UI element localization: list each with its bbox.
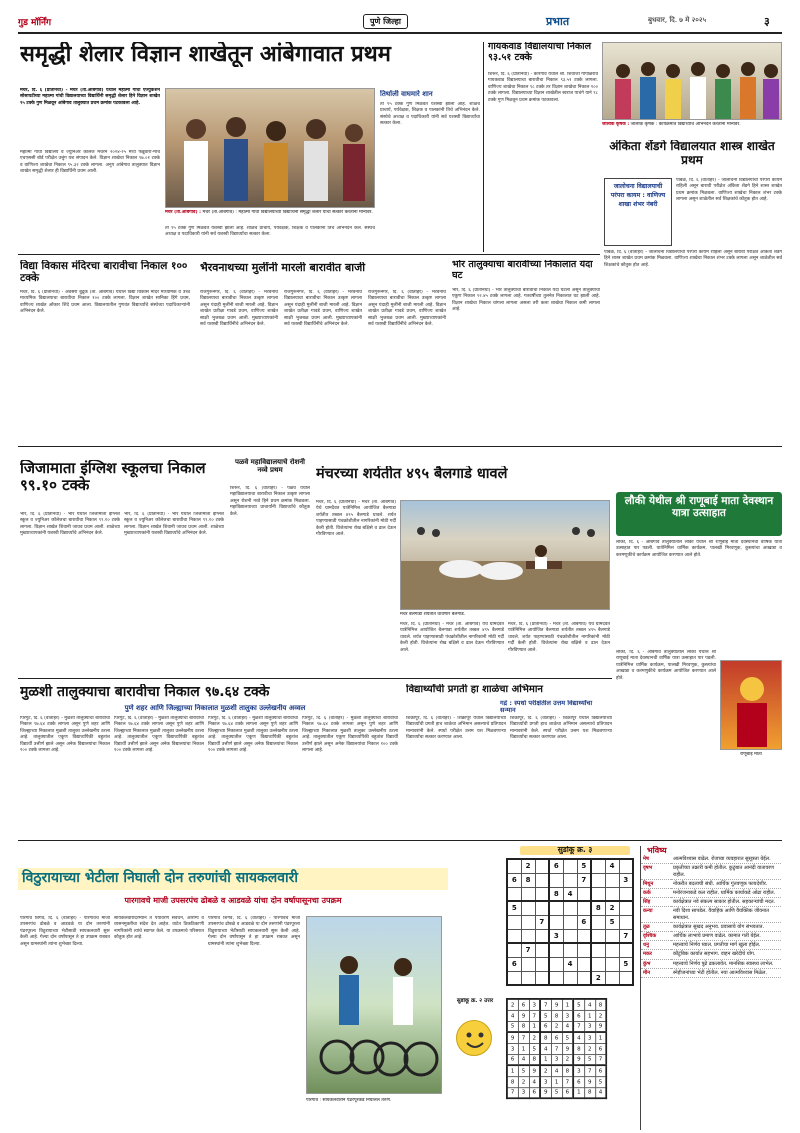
section-label: पुणे जिल्हा xyxy=(363,14,408,29)
sudoku-answer-cell: 1 xyxy=(551,1076,562,1087)
divider-h2 xyxy=(18,446,782,447)
sudoku-cell: 5 xyxy=(605,915,619,929)
sudoku-cell xyxy=(577,943,591,957)
sudoku-answer-cell: 5 xyxy=(507,1021,518,1032)
body-s1: महात्मा गांधी विद्यालय व ज्युनिअर कॉलेज मंचरने २०२४-२५ मध्ये फेब्रुवारी-मार्च एचएससी बोर्ड परीक्षेत उत्तुंग यश संपादन केले. विज्ञान शाखेचा निकाल ९७.०१ टक्के व वाणिज्य शाखेचा निकाल ९५.३२ टक्के लागला. अनुप आंबेगाव तालुक्यात विज्ञान शाखेत समृद्धी शेलार ही विद्यार्थिनी प्रथम आली. xyxy=(20,150,160,175)
sudoku-cell xyxy=(591,957,605,971)
body-s12: पारगाव शिंगवे, दि. ६ (वार्ताहर) - पारगावचे माजी उपसरपंच ढोबळे व आडवळे या दोन तरुणांनी पंढरपूरला विठुरायाच्या भेटीसाठी सायकलवारी सुरू केली आहे. गेल्या दोन वर्षांपासून ते हा उपक्रम राबवत असून ग्रामस्थांनी त्यांना शुभेच्छा दिल्या. xyxy=(20,916,110,947)
horoscope-sign: मिथुन xyxy=(641,879,671,888)
sudoku-cell: 6 xyxy=(549,859,563,873)
horoscope-table xyxy=(641,855,781,978)
sudoku-cell xyxy=(605,971,619,985)
body-s7b: भोर, दि. ६ (प्रतिनिधी) - भोर येथील जिजामाता इंग्लिश स्कूल व ज्युनिअर कॉलेजचा बारावीचा निकाल ९९.१० टक्के लागला. विज्ञान शाखेत शिवानी जाधव प्रथम आली. शाळेच्या मुख्याध्यापकांनी यशस्वी विद्यार्थ्यांचे अभिनंदन केले. xyxy=(124,512,224,537)
sudoku-cell xyxy=(619,971,633,985)
sudoku-answer-cell: 9 xyxy=(573,1054,584,1065)
sudoku-answer-label: सुडोकू क्र. २ उत्तर xyxy=(456,998,494,1004)
sudoku-cell xyxy=(563,929,577,943)
horoscope-sign: तूळ xyxy=(641,922,671,931)
sudoku-answer-cell: 3 xyxy=(551,1054,562,1065)
sudoku-cell xyxy=(535,957,549,971)
sudoku-cell xyxy=(619,859,633,873)
subhead-s11: गद्रे : स्पर्धा परीक्षेतील उत्तम विद्यार्थ्यांचा सन्मान xyxy=(500,700,593,715)
sudoku-answer-cell: 2 xyxy=(507,999,518,1010)
sudoku-answer-cell: 7 xyxy=(584,1065,595,1076)
sudoku-answer-cell: 1 xyxy=(518,1043,529,1054)
horoscope-row xyxy=(641,889,781,898)
horoscope-sign: कन्या xyxy=(641,907,671,922)
sudoku-cell xyxy=(549,873,563,887)
sudoku-answer-cell: 4 xyxy=(584,999,595,1010)
sudoku-cell: 2 xyxy=(591,971,605,985)
sudoku-cell xyxy=(563,901,577,915)
sudoku-answer-cell: 5 xyxy=(518,1065,529,1076)
sudoku-cell xyxy=(535,859,549,873)
divider-h3 xyxy=(18,678,612,679)
sudoku-answer-cell: 5 xyxy=(584,1054,595,1065)
sudoku-answer-cell: 9 xyxy=(529,1065,540,1076)
masthead-rule xyxy=(18,32,782,34)
sudoku-cell: 3 xyxy=(619,873,633,887)
sudoku-answer-cell: 8 xyxy=(573,1043,584,1054)
sudoku-answer-cell: 8 xyxy=(562,1065,573,1076)
body-s11: शिक्रापूर, दि. ६ (वार्ताहर) - शिक्रापूर येथील विद्यालयाच्या विद्यार्थ्यांची प्रगती हाच शाळेचा अभिमान असल्याचे प्रतिपादन मान्यवरांनी केले. स्पर्धा परीक्षेत उत्तम यश मिळवणाऱ्या विद्यार्थ्यांचा सत्कार करण्यात आला. xyxy=(406,716,506,741)
sudoku-answer-cell: 4 xyxy=(595,1087,606,1098)
sudoku-answer-cell: 4 xyxy=(573,1032,584,1043)
page-number: ३ xyxy=(764,15,770,28)
sudoku-answer-cell: 6 xyxy=(562,1087,573,1098)
sudoku-cell xyxy=(591,929,605,943)
body-s8: मंचर, दि. ६ (प्रतिनिधी) - मंचर (ता. आंबेगाव) येथे ग्रामदैवत यात्रेनिमित्त आयोजित बैलगाडा शर्यतीत तब्बल ४९५ बैलगाडे धावले. शर्यत पाहण्यासाठी पंचक्रोशीतील नागरिकांनी मोठी गर्दी केली होती. विजेत्यांना रोख बक्षिसे व ढाल देऊन गौरविण्यात आले. xyxy=(316,500,396,538)
sudoku-cell xyxy=(521,929,535,943)
sudoku-answer-grid xyxy=(506,998,607,1099)
horoscope-text: आत्मविश्वास वाढेल. रोजच्या व्यवहारात सुसूत्रता येईल. xyxy=(671,855,781,864)
sudoku-answer-cell: 9 xyxy=(562,1043,573,1054)
sudoku-answer-cell: 3 xyxy=(518,1087,529,1098)
horoscope-text: नोकरीत बदलाची संधी. आर्थिक गुंतवणूक फायदेशीर. xyxy=(671,879,781,888)
sudoku-answer-cell: 7 xyxy=(507,1087,518,1098)
horoscope-sign: सिंह xyxy=(641,898,671,907)
photo-s2 xyxy=(602,42,782,120)
sudoku-cell xyxy=(563,915,577,929)
horoscope-text: आर्थिक लाभाचे प्रमाण वाढेल. कामात गती येईल. xyxy=(671,932,781,941)
sudoku-cell xyxy=(563,859,577,873)
sudoku-cell xyxy=(535,873,549,887)
sudoku-answer-cell: 2 xyxy=(595,1010,606,1021)
sudoku-answer-cell: 4 xyxy=(540,1043,551,1054)
sudoku-cell xyxy=(619,943,633,957)
photo-s8 xyxy=(400,500,610,610)
body-s12b: सायकलवारीदरम्यान ते पर्यावरण संवर्धन, आरोग्य व व्यसनमुक्तीचा संदेश देत आहेत. वाटेत ठिकठिकाणी नागरिकांनी त्यांचे स्वागत केले. या उपक्रमाचे परिसरात कौतुक होत आहे. xyxy=(114,916,204,941)
people-group-icon xyxy=(166,89,375,208)
horoscope-text: मनोरंजनाकडे कल राहील. धार्मिक कार्याकडे ओढा राहील. xyxy=(671,889,781,898)
bullock-cart-race-icon xyxy=(401,501,610,610)
sudoku-answer-cell: 7 xyxy=(540,999,551,1010)
sudoku-cell xyxy=(563,873,577,887)
sudoku-answer-cell: 8 xyxy=(551,1010,562,1021)
horoscope-text: प्रकृतीच्या तक्रारी कमी होतील. कुटुंबात आनंदी वातावरण राहील. xyxy=(671,864,781,879)
horoscope-row xyxy=(641,932,781,941)
sudoku-answer-cell: 5 xyxy=(595,1076,606,1087)
sudoku-answer-cell: 7 xyxy=(551,1043,562,1054)
sudoku-cell: 7 xyxy=(619,929,633,943)
body-s10b: पिरंगुट, दि. ६ (वार्ताहर) - मुळशी तालुक्याचा बारावीचा निकाल ९७.६४ टक्के लागला असून पुणे शहर आणि जिल्ह्याच्या निकालात मुळशी तालुका उल्लेखनीय ठरला आहे. तालुक्यातील एकूण विद्यार्थ्यांपैकी बहुतांश विद्यार्थी उत्तीर्ण झाले असून अनेक विद्यालयांचा निकाल १०० टक्के लागला आहे. xyxy=(114,716,204,754)
sudoku-answer-cell: 2 xyxy=(562,1054,573,1065)
sudoku-answer-cell: 7 xyxy=(595,1054,606,1065)
body-s7c: शिरूर, दि. ६ (वार्ताहर) - पळवे येथील महाविद्यालयाचा बारावीचा निकाल उत्कृष्ट लागला असून रोशनी नव्वे हिने प्रथम क्रमांक मिळवला. महाविद्यालयाच्या प्राचार्यांनी विद्यार्थ्यांचे कौतुक केले. xyxy=(230,486,310,517)
body-s5c: राजगुरूनगर, दि. ६ (वार्ताहर) - भैरवनाथ विद्यालयाचा बारावीचा निकाल उत्कृष्ट लागला असून यंदाही मुलींनी बाजी मारली आहे. विज्ञान शाखेत प्रतीक्षा गावडे प्रथम, वाणिज्य शाखेत साक्षी भुजबळ प्रथम आली. मुख्याध्यापकांनी सर्व यशस्वी विद्यार्थिनींचे अभिनंदन केले. xyxy=(368,290,446,328)
horoscope-text: कौटुंबिक कार्यात सहभाग. वाहन खरेदीचे योग. xyxy=(671,950,781,959)
horoscope-text: नवी दिशा सापडेल. वैवाहिक आणि वैयक्तिक जीवनात समाधान. xyxy=(671,907,781,922)
sudoku-answer-cell: 6 xyxy=(529,1087,540,1098)
sudoku-cell: 4 xyxy=(605,859,619,873)
horoscope-row xyxy=(641,968,781,977)
horoscope-panel xyxy=(640,846,782,1130)
subhead-s1: तिर्थाली वाघमारे शान xyxy=(380,90,433,98)
sudoku-answer-cell: 3 xyxy=(529,999,540,1010)
caption-s2: जालोक कृषक : जालोक कृषक : कार्यक्रमात विद्यार्थ्यांचे अभिनंदन करताना मान्यवर. xyxy=(602,122,741,127)
headline-s1: समृद्धी शेलार विज्ञान शाखेतून आंबेगावात प्रथम xyxy=(20,42,391,67)
horoscope-row xyxy=(641,907,781,922)
deity-icon xyxy=(721,661,782,750)
body-s10: पिरंगुट, दि. ६ (वार्ताहर) - मुळशी तालुक्याचा बारावीचा निकाल ९७.६४ टक्के लागला असून पुणे शहर आणि जिल्ह्याच्या निकालात मुळशी तालुका उल्लेखनीय ठरला आहे. तालुक्यातील एकूण विद्यार्थ्यांपैकी बहुतांश विद्यार्थी उत्तीर्ण झाले असून अनेक विद्यालयांचा निकाल १०० टक्के लागला आहे. xyxy=(20,716,110,754)
sudoku-answer-cell: 3 xyxy=(584,1021,595,1032)
sudoku-answer-cell: 1 xyxy=(507,1065,518,1076)
headline-s8: मंचरच्या शर्यतीत ४९५ बैलगाडे धावले xyxy=(316,466,508,482)
masthead-left: गुड मॉर्निंग xyxy=(18,18,52,28)
sudoku-answer-cell: 6 xyxy=(573,1076,584,1087)
sudoku-cell xyxy=(577,929,591,943)
body-s1c: ती ९५ टक्के गुण मिळवत यशस्वी झाली आहे. शाळेचे प्राचार्य, पर्यवेक्षक, शिक्षक व पालकांनी तिचे अभिनंदन केले. संस्थेचे अध्यक्ष व पदाधिकारी यांनी सर्व यशस्वी विद्यार्थ्यांचा सत्कार केला. xyxy=(165,226,375,238)
sudoku-cell xyxy=(619,915,633,929)
horoscope-row xyxy=(641,879,781,888)
body-s12c: पारगाव शिंगवे, दि. ६ (वार्ताहर) - पारगावचे माजी उपसरपंच ढोबळे व आडवळे या दोन तरुणांनी पंढरपूरला विठुरायाच्या भेटीसाठी सायकलवारी सुरू केली आहे. गेल्या दोन वर्षांपासून ते हा उपक्रम राबवत असून ग्रामस्थांनी त्यांना शुभेच्छा दिल्या. xyxy=(208,916,300,947)
body-s10c: पिरंगुट, दि. ६ (वार्ताहर) - मुळशी तालुक्याचा बारावीचा निकाल ९७.६४ टक्के लागला असून पुणे शहर आणि जिल्ह्याच्या निकालात मुळशी तालुका उल्लेखनीय ठरला आहे. तालुक्यातील एकूण विद्यार्थ्यांपैकी बहुतांश विद्यार्थी उत्तीर्ण झाले असून अनेक विद्यालयांचा निकाल १०० टक्के लागला आहे. xyxy=(208,716,298,754)
horoscope-row xyxy=(641,922,781,931)
sudoku-answer-cell: 8 xyxy=(507,1076,518,1087)
sudoku-answer-cell: 8 xyxy=(518,1021,529,1032)
caption-s12: पारगाव : सायकलवारीने पंढरपूरकडे निघालेले तरुण. xyxy=(306,1098,392,1103)
sudoku-answer-cell: 8 xyxy=(529,1054,540,1065)
body-s8b: मंचर, दि. ६ (प्रतिनिधी) - मंचर (ता. आंबेगाव) येथे ग्रामदैवत यात्रेनिमित्त आयोजित बैलगाडा शर्यतीत तब्बल ४९५ बैलगाडे धावले. शर्यत पाहण्यासाठी पंचक्रोशीतील नागरिकांनी मोठी गर्दी केली होती. विजेत्यांना रोख बक्षिसे व ढाल देऊन गौरविण्यात आले. xyxy=(400,622,504,653)
body-s3b: पाबळ, दि. ६ (वार्ताहर) - जालोचना विद्यालयाची परंपरा कायम राहिली असून बारावी परीक्षेत अंकिता शेंडगे हिने शास्त्र शाखेत प्रथम क्रमांक मिळवला. वाणिज्य शाखेचा निकाल शंभर टक्के लागला असून शाळेतील सर्व शिक्षकांचे कौतुक होत आहे. xyxy=(604,250,782,268)
headline-s4: विद्या विकास मंदिरचा बारावीचा निकाल १०० टक्के xyxy=(20,260,188,285)
sudoku-answer-cell: 1 xyxy=(540,1054,551,1065)
caption-s1: मंचर (ता.आंबेगाव) : मंचर (ता.आंबेगाव) : महात्मा गांधी विद्यालयाच्या विद्यार्थिनी समृद्धी शेलार यांचा सत्कार करताना मान्यवर. xyxy=(165,210,373,215)
sudoku-answer-cell: 2 xyxy=(540,1065,551,1076)
subhead-s7: पळवे महाविद्यालयाचे रोशनी नव्वे प्रथम xyxy=(235,458,305,475)
headline-s7: जिजामाता इंग्लिश स्कूलचा निकाल ९९.१० टक्के xyxy=(20,460,206,495)
sudoku-answer-cell: 4 xyxy=(562,1021,573,1032)
body-s7: भोर, दि. ६ (प्रतिनिधी) - भोर येथील जिजामाता इंग्लिश स्कूल व ज्युनिअर कॉलेजचा बारावीचा निकाल ९९.१० टक्के लागला. विज्ञान शाखेत शिवानी जाधव प्रथम आली. शाळेच्या मुख्याध्यापकांनी यशस्वी विद्यार्थ्यांचे अभिनंदन केले. xyxy=(20,512,120,537)
sudoku-cell xyxy=(577,957,591,971)
divider-h4 xyxy=(18,840,782,841)
divider-h1 xyxy=(18,254,600,255)
sudoku-cell xyxy=(605,887,619,901)
paper-name: प्रभात xyxy=(546,15,570,28)
masthead xyxy=(18,14,782,30)
sudoku-cell xyxy=(535,887,549,901)
sudoku-cell xyxy=(563,943,577,957)
sudoku-answer-cell: 5 xyxy=(529,1043,540,1054)
sudoku-answer-cell: 5 xyxy=(562,1032,573,1043)
body-s5b: राजगुरूनगर, दि. ६ (वार्ताहर) - भैरवनाथ विद्यालयाचा बारावीचा निकाल उत्कृष्ट लागला असून यंदाही मुलींनी बाजी मारली आहे. विज्ञान शाखेत प्रतीक्षा गावडे प्रथम, वाणिज्य शाखेत साक्षी भुजबळ प्रथम आली. मुख्याध्यापकांनी सर्व यशस्वी विद्यार्थिनींचे अभिनंदन केले. xyxy=(284,290,362,328)
sudoku-answer-cell: 6 xyxy=(540,1021,551,1032)
headline-s3: अंकिता शेंडगे विद्यालयात शास्त्र शाखेत प्रथम xyxy=(609,140,775,167)
sudoku-cell xyxy=(605,957,619,971)
sudoku-answer-cell: 3 xyxy=(584,1032,595,1043)
sudoku-cell xyxy=(619,887,633,901)
sudoku-answer-cell: 3 xyxy=(540,1076,551,1087)
sudoku-cell: 5 xyxy=(507,901,521,915)
sudoku-cell xyxy=(577,901,591,915)
sudoku-answer-cell: 6 xyxy=(518,999,529,1010)
sudoku-cell xyxy=(521,957,535,971)
sudoku-cell xyxy=(507,915,521,929)
sudoku-cell: 4 xyxy=(563,957,577,971)
sudoku-answer-cell: 6 xyxy=(551,1032,562,1043)
horoscope-sign: वृश्चिक xyxy=(641,932,671,941)
sudoku-answer-cell: 6 xyxy=(595,1065,606,1076)
lead-s1: मंचर, दि. ६ (प्रतिनिधी) - मंचर (ता.आंबेगाव) येथील महात्मा गांधी एज्युकेशन सोसायटीच्या महात्मा गांधी विद्यालयाच्या विद्यार्थिनी समृद्धी शेलार हिने विज्ञान शाखेत ९५ टक्के गुण मिळवून आंबेगाव तालुक्यात प्रथम क्रमांक पटकावला आहे. xyxy=(20,88,160,106)
body-s5: राजगुरूनगर, दि. ६ (वार्ताहर) - भैरवनाथ विद्यालयाचा बारावीचा निकाल उत्कृष्ट लागला असून यंदाही मुलींनी बाजी मारली आहे. विज्ञान शाखेत प्रतीक्षा गावडे प्रथम, वाणिज्य शाखेत साक्षी भुजबळ प्रथम आली. मुख्याध्यापकांनी सर्व यशस्वी विद्यार्थिनींचे अभिनंदन केले. xyxy=(200,290,278,328)
sudoku-answer-cell: 4 xyxy=(551,1065,562,1076)
sudoku-answer-cell: 2 xyxy=(518,1076,529,1087)
sudoku-answer-cell: 7 xyxy=(573,1021,584,1032)
sudoku-cell xyxy=(605,873,619,887)
sudoku-answer-cell: 1 xyxy=(595,1032,606,1043)
horoscope-sign: वृषभ xyxy=(641,864,671,879)
horoscope-text: कार्यक्षेत्रात सुखद अनुभव. प्रवासाचे योग संभवतात. xyxy=(671,922,781,931)
horoscope-sign: मेष xyxy=(641,855,671,864)
sudoku-cell xyxy=(521,887,535,901)
sudoku-cell xyxy=(619,901,633,915)
sudoku-cell: 7 xyxy=(521,943,535,957)
sudoku-cell xyxy=(521,971,535,985)
sudoku-cell: 8 xyxy=(549,887,563,901)
headline-s5: भैरवनाथच्या मुलींनी मारली बारावीत बाजी xyxy=(200,262,366,274)
sudoku-answer-cell: 1 xyxy=(562,999,573,1010)
sudoku-cell: 2 xyxy=(521,859,535,873)
sudoku-answer-cell: 9 xyxy=(540,1087,551,1098)
body-s11b: शिक्रापूर, दि. ६ (वार्ताहर) - शिक्रापूर येथील विद्यालयाच्या विद्यार्थ्यांची प्रगती हाच शाळेचा अभिमान असल्याचे प्रतिपादन मान्यवरांनी केले. स्पर्धा परीक्षेत उत्तम यश मिळवणाऱ्या विद्यार्थ्यांचा सत्कार करण्यात आला. xyxy=(510,716,612,741)
sudoku-cell: 8 xyxy=(591,901,605,915)
sudoku-answer-cell: 3 xyxy=(573,1065,584,1076)
sudoku-cell: 7 xyxy=(577,873,591,887)
body-s9: लौकी, दि. ६ - आंबेगाव तालुक्यातील लौकी येथील श्री राणूबाई माता देवस्थानची वार्षिक यात्रा उत्साहात पार पडली. यात्रेनिमित्त धार्मिक कार्यक्रम, पालखी मिरवणूक, कुस्त्यांचा आखाडा व करमणुकीचे कार्यक्रम आयोजित करण्यात आले होते. xyxy=(616,540,782,558)
divider-v1 xyxy=(483,42,484,252)
sudoku-cell xyxy=(563,971,577,985)
horoscope-text: महत्त्वाचे निर्णय घ्याल. प्रगतीचा मार्ग खुला होईल. xyxy=(671,941,781,950)
sudoku-cell xyxy=(507,887,521,901)
body-s1b: ती ९५ टक्के गुण मिळवत यशस्वी झाली आहे. शाळेचे प्राचार्य, पर्यवेक्षक, शिक्षक व पालकांनी तिचे अभिनंदन केले. संस्थेचे अध्यक्ष व पदाधिकारी यांनी सर्व यशस्वी विद्यार्थ्यांचा सत्कार केला. xyxy=(380,102,480,127)
sudoku-answer-cell: 5 xyxy=(551,1087,562,1098)
sudoku-cell xyxy=(535,901,549,915)
horoscope-sign: कर्क xyxy=(641,889,671,898)
sudoku-cell xyxy=(591,887,605,901)
sudoku-cell xyxy=(591,859,605,873)
sudoku-answer-cell: 3 xyxy=(562,1010,573,1021)
sudoku-answer-cell: 1 xyxy=(573,1087,584,1098)
sudoku-answer-cell: 9 xyxy=(595,1021,606,1032)
sudoku-cell: 6 xyxy=(507,873,521,887)
body-s8c: मंचर, दि. ६ (प्रतिनिधी) - मंचर (ता. आंबेगाव) येथे ग्रामदैवत यात्रेनिमित्त आयोजित बैलगाडा शर्यतीत तब्बल ४९५ बैलगाडे धावले. शर्यत पाहण्यासाठी पंचक्रोशीतील नागरिकांनी मोठी गर्दी केली होती. विजेत्यांना रोख बक्षिसे व ढाल देऊन गौरविण्यात आले. xyxy=(508,622,610,653)
sudoku-cell xyxy=(577,887,591,901)
sudoku-cell xyxy=(535,943,549,957)
sudoku-answer-cell: 8 xyxy=(595,999,606,1010)
sudoku-cell xyxy=(549,943,563,957)
body-s3: पाबळ, दि. ६ (वार्ताहर) - जालोचना विद्यालयाची परंपरा कायम राहिली असून बारावी परीक्षेत अंकिता शेंडगे हिने शास्त्र शाखेत प्रथम क्रमांक मिळवला. वाणिज्य शाखेचा निकाल शंभर टक्के लागला असून शाळेतील सर्व शिक्षकांचे कौतुक होत आहे. xyxy=(676,178,782,203)
sudoku-grid xyxy=(506,858,634,986)
sudoku-answer-cell: 8 xyxy=(584,1087,595,1098)
issue-date: बुधवार, दि. ७ मे २०२५ xyxy=(648,16,707,24)
sudoku-cell: 7 xyxy=(535,915,549,929)
sudoku-cell xyxy=(549,957,563,971)
headline-s11: विद्यार्थ्यांची प्रगती हा शाळेचा अभिमान xyxy=(406,684,543,695)
horoscope-text: कार्यक्षेत्रात नवे संकल्प साकार होतील. सहकाऱ्यांची मदत. xyxy=(671,898,781,907)
sudoku-cell xyxy=(549,971,563,985)
sudoku-cell xyxy=(507,971,521,985)
sudoku-cell xyxy=(577,971,591,985)
sudoku-cell: 8 xyxy=(521,873,535,887)
photo-s12 xyxy=(306,916,442,1094)
horoscope-row xyxy=(641,959,781,968)
sudoku-cell xyxy=(521,915,535,929)
caption-s8: मंचर बैलगाडा शर्यतीत धावणारे बैलगाडे. xyxy=(400,612,466,617)
sudoku-answer-cell: 1 xyxy=(529,1021,540,1032)
body-s4: मंचर, दि. ६ (प्रतिनिधी) - अवसरी बुद्रुक (ता. आंबेगाव) येथील विद्या विकास मंदिर माध्यमिक व उच्च माध्यमिक विद्यालयाचा बारावीचा निकाल १०० टक्के लागला. विज्ञान शाखेत सानिका हिंगे प्रथम, वाणिज्य शाखेत ओंकार शिंदे प्रथम आला. विद्यालयातील गुणवंत विद्यार्थ्यांचे संस्थेच्या पदाधिकाऱ्यांनी अभिनंदन केले. xyxy=(20,290,190,315)
sudoku-answer-cell: 4 xyxy=(518,1054,529,1065)
horoscope-row xyxy=(641,941,781,950)
headline-s2: गायकवाड विद्यालयाचा निकाल ९३.५१ टक्के xyxy=(488,42,592,63)
sudoku-answer-cell: 7 xyxy=(562,1076,573,1087)
horoscope-text: महत्त्वाचे निर्णय पुढे ढकलावेत. मानसिक स्वास्थ्य लाभेल. xyxy=(671,959,781,968)
students-group-icon xyxy=(603,43,782,120)
horoscope-row xyxy=(641,864,781,879)
horoscope-sign: मकर xyxy=(641,950,671,959)
sudoku-answer-cell: 2 xyxy=(529,1032,540,1043)
horoscope-text: स्नेहीजनांच्या भेटी होतील. नवा आत्मविश्वास मिळेल. xyxy=(671,968,781,977)
horoscope-row xyxy=(641,950,781,959)
sudoku-cell: 6 xyxy=(577,915,591,929)
sudoku-cell xyxy=(605,929,619,943)
sudoku-cell: 6 xyxy=(507,957,521,971)
box-s3: जालोचना विद्यालयाची परंपरा कायम : वाणिज्य शाखा शंभर नंबरी xyxy=(604,178,672,246)
body-s10d: पिरंगुट, दि. ६ (वार्ताहर) - मुळशी तालुक्याचा बारावीचा निकाल ९७.६४ टक्के लागला असून पुणे शहर आणि जिल्ह्याच्या निकालात मुळशी तालुका उल्लेखनीय ठरला आहे. तालुक्यातील एकूण विद्यार्थ्यांपैकी बहुतांश विद्यार्थी उत्तीर्ण झाले असून अनेक विद्यालयांचा निकाल १०० टक्के लागला आहे. xyxy=(302,716,398,754)
sudoku-answer-cell: 9 xyxy=(507,1032,518,1043)
body-s9b: लौकी, दि. ६ - आंबेगाव तालुक्यातील लौकी येथील श्री राणूबाई माता देवस्थानची वार्षिक यात्रा उत्साहात पार पडली. यात्रेनिमित्त धार्मिक कार्यक्रम, पालखी मिरवणूक, कुस्त्यांचा आखाडा व करमणुकीचे कार्यक्रम आयोजित करण्यात आले होते. xyxy=(616,650,716,681)
sudoku-answer-cell: 4 xyxy=(507,1010,518,1021)
sudoku-answer-cell: 7 xyxy=(518,1032,529,1043)
horoscope-row xyxy=(641,898,781,907)
sudoku-cell xyxy=(549,901,563,915)
sudoku-answer-cell: 6 xyxy=(595,1043,606,1054)
sudoku-answer-cell: 3 xyxy=(507,1043,518,1054)
headline-s6: भोर तालुक्याचा बारावीच्या निकालात यंदा घट xyxy=(452,260,593,281)
horoscope-sign: मीन xyxy=(641,968,671,977)
sudoku-answer-cell: 6 xyxy=(573,1010,584,1021)
sudoku-cell xyxy=(591,943,605,957)
horoscope-title: भविष्य xyxy=(647,846,667,855)
sudoku-answer-cell: 5 xyxy=(573,999,584,1010)
subhead-s10: पुणे शहर आणि जिल्ह्याच्या निकालात मुळशी तालुका उल्लेखनीय अव्वल xyxy=(124,704,306,712)
sudoku-cell: 5 xyxy=(619,957,633,971)
smiley-icon xyxy=(456,1020,492,1056)
sudoku-cell xyxy=(535,929,549,943)
sudoku-cell xyxy=(507,859,521,873)
body-s6: भोर, दि. ६ (प्रतिनिधी) - भोर तालुक्याचा बारावीचा निकाल यंदा घटला असून तालुक्याचा एकूण निकाल ९२.४५ टक्के लागला आहे. गतवर्षीच्या तुलनेत निकालात घट झाली आहे. विज्ञान शाखेचा निकाल चांगला लागला असला तरी कला शाखेचा निकाल कमी लागला आहे. xyxy=(452,288,600,313)
sudoku-cell xyxy=(549,915,563,929)
sudoku-answer-cell: 4 xyxy=(529,1076,540,1087)
sudoku-cell xyxy=(535,971,549,985)
horoscope-row xyxy=(641,855,781,864)
sudoku-answer-cell: 6 xyxy=(507,1054,518,1065)
sudoku-answer-cell: 5 xyxy=(540,1010,551,1021)
sudoku-cell: 3 xyxy=(549,929,563,943)
sudoku-cell: 4 xyxy=(563,887,577,901)
sudoku-title: सुडोकू क्र. ३ xyxy=(520,846,630,855)
sudoku-answer-cell: 9 xyxy=(518,1010,529,1021)
banner-s12: विठुरायाच्या भेटीला निघाली दोन तरुणांची सायकलवारी xyxy=(18,868,448,890)
sudoku-answer-cell: 9 xyxy=(551,999,562,1010)
photo-s9 xyxy=(720,660,782,750)
sudoku-answer-cell: 2 xyxy=(584,1043,595,1054)
sudoku-answer-cell: 8 xyxy=(540,1032,551,1043)
sudoku-answer-cell: 1 xyxy=(584,1010,595,1021)
caption-s9: राणूबाई माता xyxy=(740,752,762,757)
sudoku-answer-cell: 9 xyxy=(584,1076,595,1087)
sudoku-cell xyxy=(591,915,605,929)
sudoku-cell xyxy=(605,943,619,957)
sudoku-cell: 5 xyxy=(577,859,591,873)
horoscope-sign: कुंभ xyxy=(641,959,671,968)
horoscope-sign: धनु xyxy=(641,941,671,950)
box-s9-header: लौकी येथील श्री राणूबाई माता देवस्थान यात्रा उत्साहात xyxy=(616,492,782,536)
headline-s10: मुळशी तालुक्याचा बारावीचा निकाल ९७.६४ टक्के xyxy=(20,684,270,700)
photo-s1 xyxy=(165,88,375,208)
sudoku-answer-cell: 7 xyxy=(529,1010,540,1021)
sudoku-cell xyxy=(591,873,605,887)
cyclists-icon xyxy=(307,917,442,1094)
body-s2: शिरूर, दि. ६ (प्रतिनिधी) - कारेगाव येथील श्री. शिवाजी गोपाळराव गायकवाड विद्यालयाचा बारावीचा निकाल ९३.५१ टक्के लागला. वाणिज्य शाखेचा निकाल ९८ टक्के तर विज्ञान शाखेचा निकाल १०० टक्के लागला. विद्यालयाच्या विज्ञान शाखेतील स्वराज पाचंगे याने ९८ टक्के गुण मिळवून प्रथम क्रमांक पटकावला. xyxy=(488,72,598,103)
sudoku-cell: 2 xyxy=(605,901,619,915)
sudoku-answer-cell: 2 xyxy=(551,1021,562,1032)
sudoku-cell xyxy=(521,901,535,915)
sudoku-cell xyxy=(507,929,521,943)
sudoku-cell xyxy=(507,943,521,957)
subhead-s12: पारगावचे माजी उपसरपंच ढोबळे व आडवळे यांचा दोन वर्षापासूनचा उपक्रम xyxy=(124,896,342,905)
